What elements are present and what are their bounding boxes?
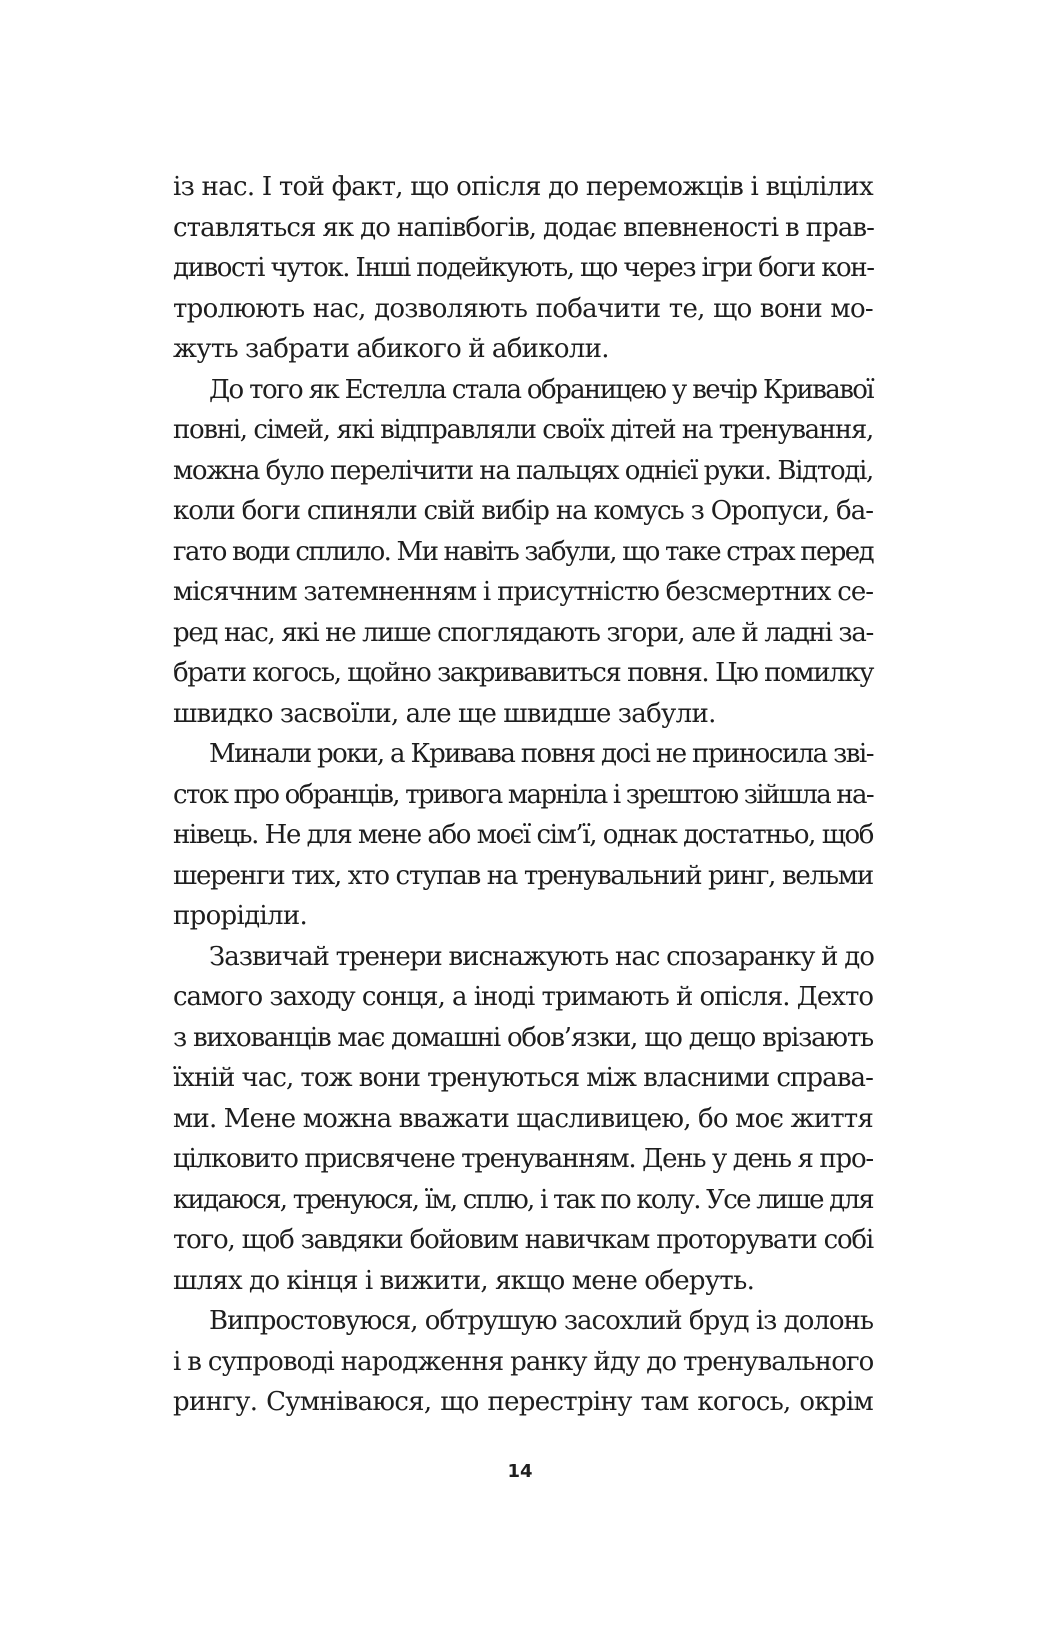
text-line: цілковито присвячене тренуванням. День у день я про- [173,1144,873,1174]
text-line: повні, сімей, які відправляли своїх дітей на тренування, [173,415,873,445]
text-line: шеренги тих, хто ступав на тренувальний ринг, вельми [173,860,873,891]
text-line: ред нас, які не лише споглядають згори, але й ладні за- [173,617,873,648]
paragraph [173,937,873,1302]
body-text [173,167,873,1423]
text-line: Минали роки, а Кривава повня досі не приносила зві- [209,739,873,769]
text-line: швидко засвоїли, але ще швидше забули. [173,698,716,729]
text-line: із нас. І той факт, що опісля до переможців і вцілілих [173,172,873,202]
text-line: До того як Естелла стала обраницею у вечір Кривавої [209,374,873,405]
text-line: з вихованців має домашні обов’язки, що дещо врізають [173,1022,873,1053]
text-line: ми. Мене можна вважати щасливицею, бо моє життя [173,1103,873,1134]
paragraph [173,167,873,370]
text-line: дивості чуток. Інші подейкують, що через ігри боги кон- [173,253,874,283]
text-line: гато води сплило. Ми навіть забули, що таке страх перед [173,536,873,567]
text-line: їхній час, тож вони тренуються між власними справа- [173,1063,873,1093]
paragraph [173,734,873,937]
text-line: ставляться як до напівбогів, додає впевненості в прав- [173,212,875,243]
text-line: і в супроводі народження ранку йду до тренувального [173,1346,874,1377]
text-line: місячним затемненням і присутністю безсмертних се- [173,577,873,607]
text-line: проріділи. [173,901,308,931]
text-line: шлях до кінця і вижити, якщо мене оберуть. [173,1265,755,1296]
text-line: можна було перелічити на пальцях однієї руки. Відтоді, [173,455,873,486]
page-number: 14 [507,1461,533,1482]
text-line: Випростовуюся, обтрушую засохлий бруд із долонь [209,1306,873,1336]
text-line: того, щоб завдяки бойовим навичкам проторувати собі [173,1225,873,1255]
text-line: нівець. Не для мене або моєї сім’ї, однак достатньо, щоб [173,820,873,850]
paragraph [173,1301,873,1423]
text-line: самого заходу сонця, а іноді тримають й опісля. Дехто [173,982,873,1012]
text-line: брати когось, щойно закривавиться повня. Цю помилку [173,658,873,688]
text-line: сток про обранців, тривога марніла і зрештою зійшла на- [173,779,874,810]
paragraph [173,370,873,735]
text-line: Зазвичай тренери виснажують нас спозаранку й до [209,941,874,972]
text-line: жуть забрати абикого й абиколи. [173,334,609,364]
text-line: рингу. Сумніваюся, що перестріну там когось, окрім [173,1387,873,1417]
text-line: коли боги спиняли свій вибір на комусь з Оропуси, ба- [173,496,873,526]
text-line: тролюють нас, дозволяють побачити те, що вони мо- [173,293,873,324]
text-line: кидаюся, тренуюся, їм, сплю, і так по колу. Усе лише для [173,1184,873,1215]
